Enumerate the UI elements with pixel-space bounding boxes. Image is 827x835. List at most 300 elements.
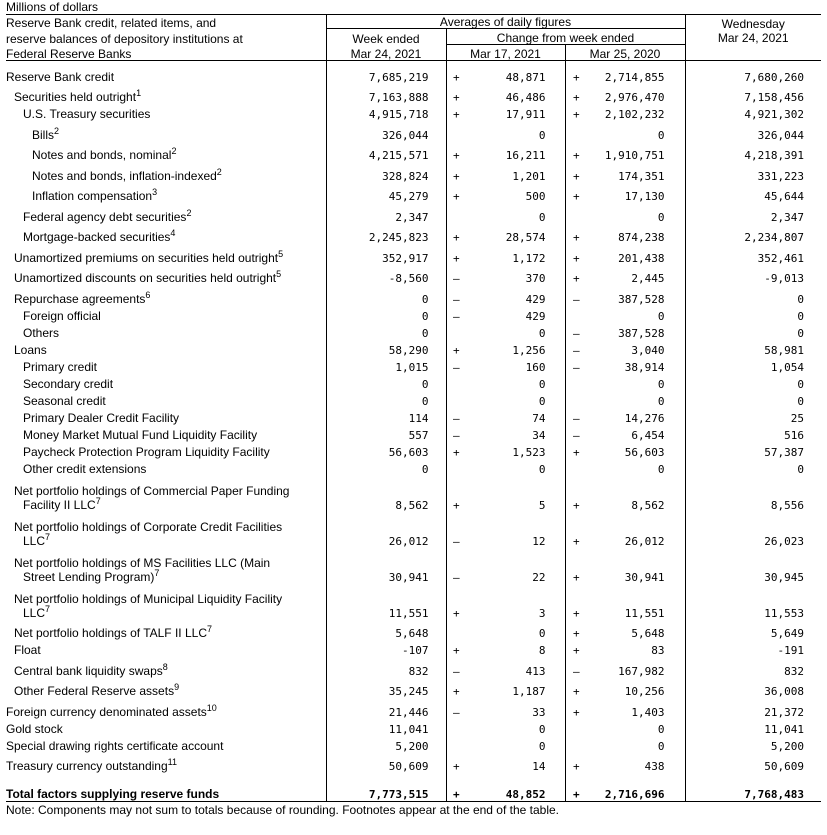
change1-value: 74 <box>532 411 546 425</box>
row-label-text: Repurchase agreements <box>14 291 146 306</box>
change1-sign: – <box>446 698 466 719</box>
row-label-text: Foreign currency denominated assets <box>6 704 207 719</box>
week-ended-value: 8,562 <box>326 476 446 512</box>
change-date-1: Mar 17, 2021 <box>446 45 565 61</box>
change1-value: 0 <box>538 627 546 640</box>
spacer-cell <box>587 773 685 785</box>
wednesday-value: 8,556 <box>685 476 821 512</box>
spacer-cell <box>466 773 565 785</box>
row-label-text: Other Federal Reserve assets <box>14 684 175 698</box>
change1-sign <box>446 121 466 142</box>
change1-sign: + <box>446 476 466 512</box>
wednesday-value: -191 <box>685 640 821 657</box>
row-label <box>6 285 326 306</box>
change-from-label: Change from week ended <box>446 29 685 45</box>
table-row <box>6 357 821 374</box>
wednesday-spacer <box>685 45 821 61</box>
change1-sign <box>446 620 466 641</box>
total-week-ended: 7,773,515 <box>326 785 446 801</box>
week-ended-value: 0 <box>326 306 446 323</box>
table-row <box>6 142 821 163</box>
row-label <box>6 657 326 678</box>
change1-sign: – <box>446 285 466 306</box>
change2-value: 0 <box>657 377 665 391</box>
change1-sign: – <box>446 408 466 425</box>
change1-value: 0 <box>538 394 546 408</box>
row-label <box>6 374 326 391</box>
row-label <box>6 84 326 105</box>
change1-value: 17,911 <box>505 108 546 121</box>
change1-sign <box>446 719 466 736</box>
total-change1-sign: + <box>446 785 466 801</box>
change1-value: 8 <box>538 644 546 657</box>
row-label <box>6 162 326 183</box>
row-label-text: Paycheck Protection Program Liquidity Facility <box>23 444 270 459</box>
change1-sign: + <box>446 678 466 699</box>
change2-sign: – <box>565 323 587 340</box>
total-change2-sign: + <box>565 785 587 801</box>
table-row <box>6 323 821 340</box>
week-ended-value: 50,609 <box>326 753 446 774</box>
header-row-1 <box>6 15 821 29</box>
week-ended-value: 328,824 <box>326 162 446 183</box>
footnote-ref: 3 <box>152 187 158 197</box>
change1-value: 1,523 <box>512 445 546 459</box>
change2-value: 2,976,470 <box>604 91 665 104</box>
change2-sign <box>565 391 587 408</box>
table-row <box>6 224 821 245</box>
row-label <box>6 459 326 476</box>
change2-sign: – <box>565 657 587 678</box>
row-label <box>6 183 326 204</box>
total-change1: 48,852 <box>505 787 546 801</box>
row-label-text: Primary credit <box>23 359 98 374</box>
row-label <box>6 203 326 224</box>
wednesday-value: 0 <box>685 374 821 391</box>
table-row <box>6 678 821 699</box>
row-label-line2 <box>14 531 326 548</box>
table-row <box>6 203 821 224</box>
change1-value: 46,486 <box>505 91 546 104</box>
change2-sign: + <box>565 183 587 204</box>
change2-sign <box>565 374 587 391</box>
wednesday-value: 0 <box>685 391 821 408</box>
week-ended-value: 1,015 <box>326 357 446 374</box>
change2-value: 0 <box>657 309 665 323</box>
change1-sign: – <box>446 512 466 548</box>
week-ended-value: 4,915,718 <box>326 104 446 121</box>
week-ended-value: -107 <box>326 640 446 657</box>
wednesday-value: 352,461 <box>685 244 821 265</box>
wednesday-value: 1,054 <box>685 357 821 374</box>
change2-sign: + <box>565 753 587 774</box>
change2-value: 8,562 <box>631 498 665 512</box>
row-label <box>6 640 326 657</box>
change1-value: 5 <box>538 498 546 512</box>
table-row <box>6 442 821 459</box>
change2-sign: + <box>565 548 587 584</box>
change2-value: 0 <box>657 462 665 476</box>
change1-value: 1,187 <box>512 685 546 698</box>
wednesday-value: 0 <box>685 323 821 340</box>
row-label-text: Primary Dealer Credit Facility <box>23 410 180 425</box>
change2-sign: + <box>565 442 587 459</box>
stub-header-line2: reserve balances of depository institutions at <box>6 31 243 46</box>
wednesday-value: 57,387 <box>685 442 821 459</box>
row-label-text: Street Lending Program) <box>23 569 155 584</box>
change1-value: 14 <box>532 760 546 773</box>
row-label <box>6 323 326 340</box>
footnote-ref: 2 <box>186 207 192 218</box>
week-ended-value: 2,347 <box>326 203 446 224</box>
change2-value: 6,454 <box>631 428 665 442</box>
row-label <box>6 244 326 265</box>
change1-sign <box>446 323 466 340</box>
wednesday-value: 4,921,302 <box>685 104 821 121</box>
row-label <box>6 698 326 719</box>
row-label <box>6 719 326 736</box>
change1-sign: + <box>446 162 466 183</box>
week-ended-value: 0 <box>326 391 446 408</box>
change2-value: 10,256 <box>624 685 665 698</box>
week-ended-value: 26,012 <box>326 512 446 548</box>
row-label-text: Money Market Mutual Fund Liquidity Facility <box>23 427 258 442</box>
week-ended-date: Mar 24, 2021 <box>326 45 446 61</box>
wednesday-value: 30,945 <box>685 548 821 584</box>
change1-value: 1,201 <box>512 169 546 183</box>
total-wednesday: 7,768,483 <box>685 785 821 801</box>
table-row <box>6 620 821 641</box>
table-row <box>6 285 821 306</box>
row-label <box>6 306 326 323</box>
change2-sign <box>565 736 587 753</box>
row-label-text: Notes and bonds, nominal <box>32 148 172 162</box>
footnote-ref: 5 <box>278 248 284 259</box>
change2-sign: + <box>565 244 587 265</box>
footnote-ref: 7 <box>154 567 160 578</box>
change1-value: 28,574 <box>505 231 546 244</box>
change1-value: 0 <box>538 377 546 391</box>
change1-value: 1,172 <box>512 251 546 265</box>
week-ended-label: Week ended <box>326 29 446 45</box>
header-row-3 <box>6 45 821 61</box>
week-ended-value: 7,685,219 <box>326 67 446 84</box>
change2-value: 56,603 <box>624 445 665 459</box>
spacer-cell <box>6 773 326 785</box>
change2-value: 0 <box>657 394 665 408</box>
change2-sign: – <box>565 408 587 425</box>
row-label <box>6 753 326 774</box>
wednesday-header <box>685 15 821 45</box>
change2-value: 5,648 <box>631 627 665 640</box>
change1-value: 33 <box>532 705 546 719</box>
row-label <box>6 584 326 620</box>
row-label <box>6 224 326 245</box>
change2-sign: + <box>565 84 587 105</box>
row-label-text: Float <box>14 643 41 657</box>
change1-value: 16,211 <box>505 149 546 162</box>
row-label <box>6 67 326 84</box>
change2-value: 874,238 <box>618 231 665 244</box>
wednesday-value: -9,013 <box>685 265 821 286</box>
change2-value: 174,351 <box>618 169 665 183</box>
change1-sign: + <box>446 67 466 84</box>
week-ended-value: 58,290 <box>326 340 446 357</box>
footnote-ref: 5 <box>276 269 282 279</box>
table-row <box>6 584 821 620</box>
wednesday-value: 26,023 <box>685 512 821 548</box>
wednesday-value: 326,044 <box>685 121 821 142</box>
footnote-ref: 10 <box>206 702 217 713</box>
row-label-line2 <box>14 567 326 584</box>
table-row <box>6 753 821 774</box>
table-row <box>6 340 821 357</box>
table-row <box>6 548 821 584</box>
row-label <box>6 620 326 641</box>
change1-sign: + <box>446 183 466 204</box>
wednesday-label: Wednesday <box>721 16 785 31</box>
week-ended-value: 0 <box>326 323 446 340</box>
change1-sign: + <box>446 224 466 245</box>
change2-sign <box>565 121 587 142</box>
change1-value: 0 <box>538 128 546 142</box>
change1-sign <box>446 203 466 224</box>
change1-sign: + <box>446 753 466 774</box>
change2-sign: + <box>565 67 587 84</box>
row-label <box>6 391 326 408</box>
row-label-text: Bills <box>32 127 55 142</box>
spacer-row <box>6 773 821 785</box>
change1-sign: + <box>446 84 466 105</box>
wednesday-value: 11,553 <box>685 584 821 620</box>
row-label-line1: Net portfolio holdings of Municipal Liquidity Facility <box>14 591 283 606</box>
change1-sign: + <box>446 104 466 121</box>
change1-sign: + <box>446 640 466 657</box>
week-ended-value: -8,560 <box>326 265 446 286</box>
wednesday-value: 832 <box>685 657 821 678</box>
row-label-text: Seasonal credit <box>23 393 106 408</box>
change2-sign: – <box>565 425 587 442</box>
change1-sign: – <box>446 657 466 678</box>
change2-value: 26,012 <box>624 534 665 548</box>
change2-value: 3,040 <box>631 343 665 357</box>
row-label-text: Inflation compensation <box>32 189 153 203</box>
week-ended-value: 5,200 <box>326 736 446 753</box>
units-label: Millions of dollars <box>6 0 99 14</box>
change1-sign: + <box>446 340 466 357</box>
table-row <box>6 306 821 323</box>
change1-sign: + <box>446 244 466 265</box>
week-ended-value: 832 <box>326 657 446 678</box>
change1-sign <box>446 736 466 753</box>
week-ended-value: 35,245 <box>326 678 446 699</box>
table-row <box>6 67 821 84</box>
row-label-line1: Net portfolio holdings of Corporate Credit Facilities <box>14 519 283 534</box>
change2-sign: – <box>565 340 587 357</box>
change1-sign <box>446 459 466 476</box>
row-label-text: LLC <box>23 605 46 620</box>
row-label <box>6 121 326 142</box>
week-ended-value: 21,446 <box>326 698 446 719</box>
table-row <box>6 657 821 678</box>
row-label <box>6 408 326 425</box>
total-change2: 2,716,696 <box>604 787 665 801</box>
change1-value: 0 <box>538 722 546 736</box>
footnote-ref: 1 <box>136 88 142 98</box>
week-ended-value: 11,041 <box>326 719 446 736</box>
change2-sign: + <box>565 640 587 657</box>
change2-value: 14,276 <box>624 411 665 425</box>
change2-sign: + <box>565 265 587 286</box>
change1-value: 48,871 <box>505 70 546 84</box>
week-ended-value: 4,215,571 <box>326 142 446 163</box>
row-label <box>6 357 326 374</box>
change2-value: 1,910,751 <box>604 149 665 162</box>
footnote-ref: 9 <box>174 682 180 692</box>
change1-value: 1,256 <box>512 343 546 357</box>
row-label-text: Special drawing rights certificate account <box>6 738 224 753</box>
table-row <box>6 459 821 476</box>
change2-sign: + <box>565 620 587 641</box>
change2-sign: + <box>565 698 587 719</box>
wednesday-value: 2,347 <box>685 203 821 224</box>
row-label <box>6 442 326 459</box>
week-ended-value: 0 <box>326 374 446 391</box>
change2-value: 0 <box>657 128 665 142</box>
footnote-ref: 6 <box>145 289 151 300</box>
row-label-text: Notes and bonds, inflation-indexed <box>32 168 217 183</box>
row-label-text: Facility II LLC <box>23 497 96 512</box>
footnote-ref: 2 <box>54 125 60 136</box>
week-ended-value: 2,245,823 <box>326 224 446 245</box>
table-row <box>6 408 821 425</box>
row-label-text: Net portfolio holdings of TALF II LLC <box>14 626 207 640</box>
change2-value: 2,102,232 <box>604 108 665 121</box>
change1-value: 3 <box>538 606 546 620</box>
change1-value: 370 <box>525 272 546 285</box>
change2-value: 2,445 <box>631 272 665 285</box>
row-label-text: Gold stock <box>6 721 63 736</box>
footnote-ref: 11 <box>167 757 177 767</box>
change1-value: 0 <box>538 462 546 476</box>
table-row <box>6 244 821 265</box>
table-row <box>6 162 821 183</box>
wednesday-value: 45,644 <box>685 183 821 204</box>
change2-sign: + <box>565 104 587 121</box>
row-label <box>6 548 326 584</box>
reserve-table-panel <box>6 0 821 817</box>
footnote-ref: 7 <box>207 624 213 634</box>
wednesday-value: 4,218,391 <box>685 142 821 163</box>
footnote-ref: 7 <box>45 603 51 614</box>
row-label <box>6 425 326 442</box>
change2-value: 201,438 <box>618 251 665 265</box>
change2-value: 38,914 <box>624 360 665 374</box>
change2-value: 11,551 <box>624 606 665 620</box>
wednesday-value: 58,981 <box>685 340 821 357</box>
wednesday-value: 0 <box>685 285 821 306</box>
table-row <box>6 719 821 736</box>
week-ended-value: 0 <box>326 459 446 476</box>
change2-value: 387,528 <box>618 292 665 306</box>
change2-value: 17,130 <box>624 190 665 203</box>
wednesday-value: 11,041 <box>685 719 821 736</box>
week-ended-value: 352,917 <box>326 244 446 265</box>
wednesday-value: 50,609 <box>685 753 821 774</box>
row-label-line1: Net portfolio holdings of MS Facilities LLC (Main <box>14 555 271 570</box>
table-row <box>6 736 821 753</box>
total-label: Total factors supplying reserve funds <box>6 786 220 801</box>
wednesday-value: 0 <box>685 459 821 476</box>
table-row <box>6 121 821 142</box>
row-label <box>6 340 326 357</box>
change1-sign <box>446 391 466 408</box>
change1-value: 429 <box>525 292 546 306</box>
change1-sign <box>446 374 466 391</box>
change2-sign: + <box>565 142 587 163</box>
wednesday-value: 5,649 <box>685 620 821 641</box>
row-label-text: Loans <box>14 342 47 357</box>
change1-sign: + <box>446 142 466 163</box>
stub-header-line3: Federal Reserve Banks <box>6 47 132 61</box>
row-label-line1: Net portfolio holdings of Commercial Paper Funding <box>14 483 290 498</box>
row-label-text: Foreign official <box>23 308 101 323</box>
change1-sign: – <box>446 357 466 374</box>
row-label <box>6 104 326 121</box>
change1-value: 0 <box>538 739 546 753</box>
change1-value: 0 <box>538 326 546 340</box>
week-ended-value: 56,603 <box>326 442 446 459</box>
spacer-cell <box>565 773 587 785</box>
spacer-cell <box>685 773 821 785</box>
row-label <box>6 678 326 699</box>
table-body <box>6 67 821 802</box>
wednesday-value: 2,234,807 <box>685 224 821 245</box>
change1-sign: – <box>446 425 466 442</box>
change-date-2: Mar 25, 2020 <box>565 45 685 61</box>
row-label-text: U.S. Treasury securities <box>23 107 151 121</box>
change1-value: 0 <box>538 210 546 224</box>
week-ended-value: 557 <box>326 425 446 442</box>
change2-sign <box>565 203 587 224</box>
footnote-ref: 7 <box>95 495 101 506</box>
wednesday-value: 7,680,260 <box>685 67 821 84</box>
factors-table <box>6 14 821 802</box>
week-ended-value: 0 <box>326 285 446 306</box>
total-row <box>6 785 821 801</box>
row-label-text: Central bank liquidity swaps <box>14 663 163 678</box>
change2-value: 2,714,855 <box>604 70 665 84</box>
change2-sign: + <box>565 162 587 183</box>
table-row <box>6 391 821 408</box>
wednesday-value: 516 <box>685 425 821 442</box>
change2-value: 83 <box>651 644 665 657</box>
change1-value: 160 <box>525 360 546 374</box>
week-ended-value: 5,648 <box>326 620 446 641</box>
change2-value: 0 <box>657 722 665 736</box>
week-ended-value: 326,044 <box>326 121 446 142</box>
wednesday-date: Mar 24, 2021 <box>717 30 789 45</box>
row-label-text: Unamortized premiums on securities held outright <box>14 250 279 265</box>
table-row <box>6 512 821 548</box>
change1-sign: + <box>446 584 466 620</box>
footnote-ref: 7 <box>45 531 51 542</box>
wednesday-value: 25 <box>685 408 821 425</box>
change2-value: 438 <box>644 760 665 773</box>
change1-value: 22 <box>532 570 546 584</box>
change1-sign: – <box>446 306 466 323</box>
change1-sign: + <box>446 442 466 459</box>
